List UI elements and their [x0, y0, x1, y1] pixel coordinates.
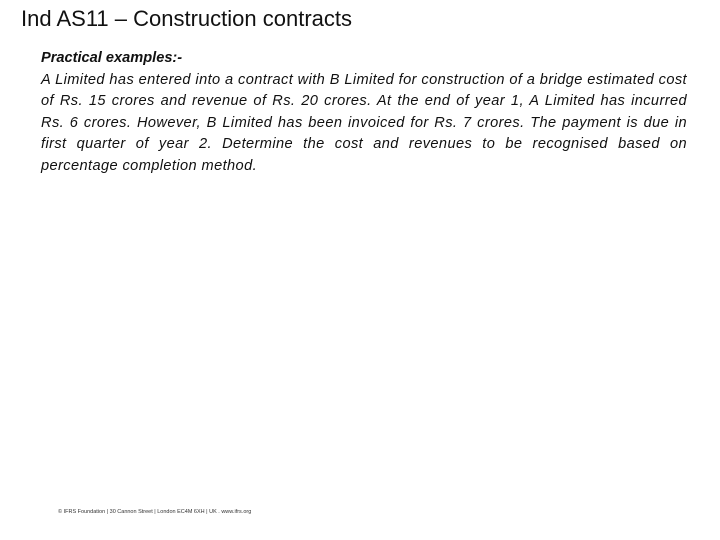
slide-content — [41, 48, 687, 178]
example-paragraph: A Limited has entered into a contract with B Limited for construction of a bridge estimated cost of Rs. 15 crores and revenue of Rs. 20 crores. At the end of year 1, A Limited has incurred Rs. 6 crores. However, B Limited has been invoiced for Rs. 7 crores. The payment is due in first quarter of year 2. Determine the cost and revenues to be recognised based on percentage completion method. — [41, 71, 687, 174]
slide-title: Ind AS11 – Construction contracts — [21, 6, 352, 31]
practical-examples-heading: Practical examples:- — [41, 50, 183, 66]
footer-text: © IFRS Foundation | 30 Cannon Street | London EC4M 6XH | UK . www.ifrs.org — [58, 509, 252, 515]
